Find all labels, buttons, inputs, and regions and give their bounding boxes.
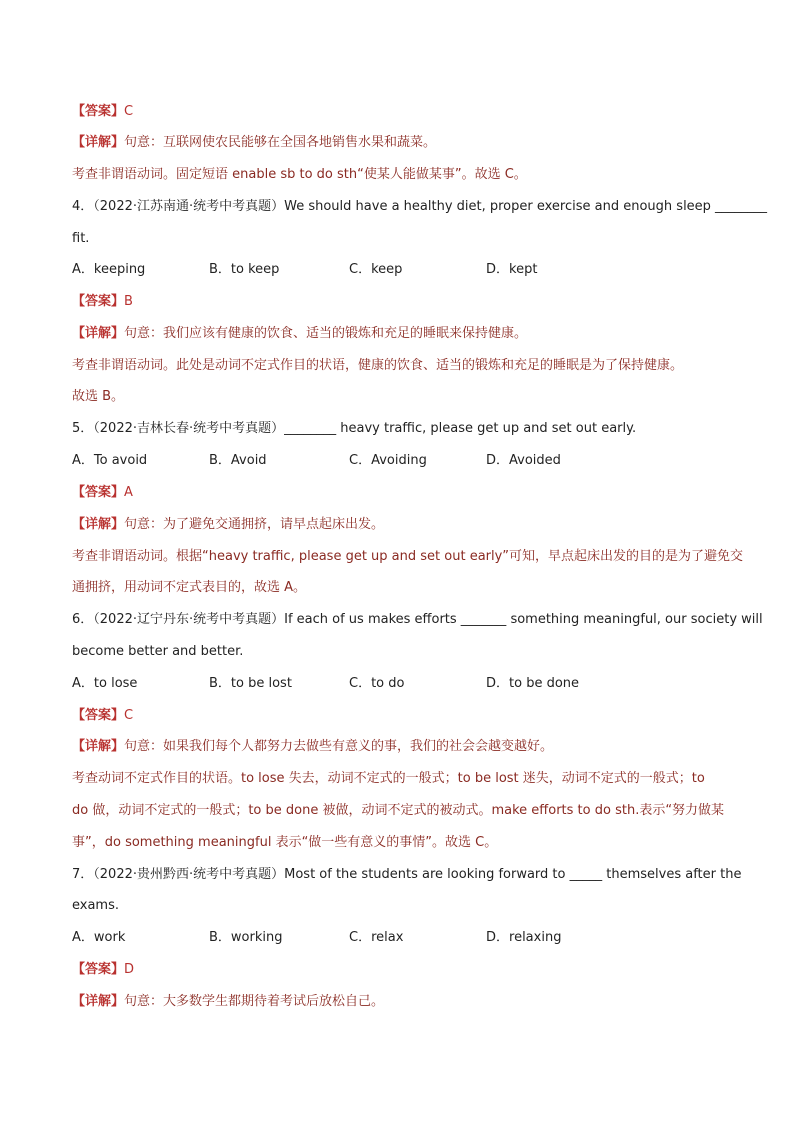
detail-tag: 【详解】 — [72, 326, 125, 341]
answer-line — [72, 961, 134, 979]
option-a: A．work — [72, 930, 126, 945]
answer-value: B — [124, 294, 133, 309]
explanation-line: 故选 B。 — [72, 389, 125, 404]
detail-text: 句意：大多数学生都期待着考试后放松自己。 — [124, 994, 385, 1009]
answer-tag: 【答案】 — [72, 708, 125, 723]
explanation-line: 考查动词不定式作目的状语。to lose 失去，动词不定式的一般式；to be lost 迷失，动词不定式的一般式；to — [72, 771, 705, 786]
question-7-line-1: 7．（2022·贵州黔西·统考中考真题）Most of the students are looking forward to _____ themselves after the — [72, 867, 742, 882]
detail-text: 句意：互联网使农民能够在全国各地销售水果和蔬菜。 — [124, 135, 437, 150]
answer-value: A — [124, 485, 133, 500]
answer-tag: 【答案】 — [72, 294, 125, 309]
detail-text: 句意：为了避免交通拥挤，请早点起床出发。 — [124, 517, 385, 532]
option-a: A．keeping — [72, 262, 146, 277]
detail-text: 句意：如果我们每个人都努力去做些有意义的事，我们的社会会越变越好。 — [124, 739, 554, 754]
option-c: C．relax — [349, 930, 404, 945]
answer-line — [72, 707, 133, 725]
detail-line — [72, 738, 553, 756]
answer-tag: 【答案】 — [72, 104, 125, 119]
detail-line — [72, 325, 527, 343]
detail-tag: 【详解】 — [72, 994, 125, 1009]
question-4-line-1: 4．（2022·江苏南通·统考中考真题）We should have a healthy diet, proper exercise and enough sleep ________ — [72, 199, 768, 214]
question-6-line-2: become better and better. — [72, 644, 244, 659]
detail-tag: 【详解】 — [72, 135, 125, 150]
option-b: B．to be lost — [209, 676, 292, 691]
option-a: A．to lose — [72, 676, 138, 691]
question-5-line-1: 5．（2022·吉林长春·统考中考真题）________ heavy traffic, please get up and set out early. — [72, 421, 637, 436]
option-b: B．Avoid — [209, 453, 267, 468]
answer-line — [72, 484, 133, 502]
option-c: C．Avoiding — [349, 453, 427, 468]
question-7-line-2: exams. — [72, 898, 119, 913]
answer-value: C — [124, 708, 134, 723]
option-c: C．keep — [349, 262, 403, 277]
explanation-line: 考查非谓语动词。固定短语 enable sb to do sth“使某人能做某事”。故选 C。 — [72, 167, 527, 182]
option-b: B．working — [209, 930, 283, 945]
option-d: D．relaxing — [486, 930, 562, 945]
answer-line — [72, 103, 133, 121]
explanation-line: do 做，动词不定式的一般式；to be done 被做，动词不定式的被动式。make efforts to do sth.表示“努力做某 — [72, 803, 725, 818]
answer-value: D — [124, 962, 135, 977]
answer-tag: 【答案】 — [72, 485, 125, 500]
answer-tag: 【答案】 — [72, 962, 125, 977]
answer-line — [72, 293, 133, 311]
detail-tag: 【详解】 — [72, 739, 125, 754]
option-d: D．kept — [486, 262, 538, 277]
option-a: A．To avoid — [72, 453, 148, 468]
option-d: D．to be done — [486, 676, 580, 691]
answer-value: C — [124, 104, 134, 119]
question-4-line-2: fit. — [72, 231, 90, 246]
question-6-line-1: 6．（2022·辽宁丹东·统考中考真题）If each of us makes efforts _______ something meaningful, our society will — [72, 612, 763, 627]
detail-line — [72, 516, 384, 534]
explanation-line: 考查非谓语动词。根据“heavy traffic, please get up and set out early”可知，早点起床出发的目的是为了避免交 — [72, 549, 744, 564]
option-d: D．Avoided — [486, 453, 561, 468]
detail-tag: 【详解】 — [72, 517, 125, 532]
detail-line — [72, 993, 384, 1011]
detail-text: 句意：我们应该有健康的饮食、适当的锻炼和充足的睡眠来保持健康。 — [124, 326, 528, 341]
detail-line — [72, 134, 436, 152]
explanation-line: 事”，do something meaningful 表示“做一些有意义的事情”。故选 C。 — [72, 835, 498, 850]
explanation-line: 考查非谓语动词。此处是动词不定式作目的状语，健康的饮食、适当的锻炼和充足的睡眠是为了保持健康。 — [72, 358, 684, 373]
option-c: C．to do — [349, 676, 405, 691]
explanation-line: 通拥挤，用动词不定式表目的，故选 A。 — [72, 580, 307, 595]
option-b: B．to keep — [209, 262, 280, 277]
